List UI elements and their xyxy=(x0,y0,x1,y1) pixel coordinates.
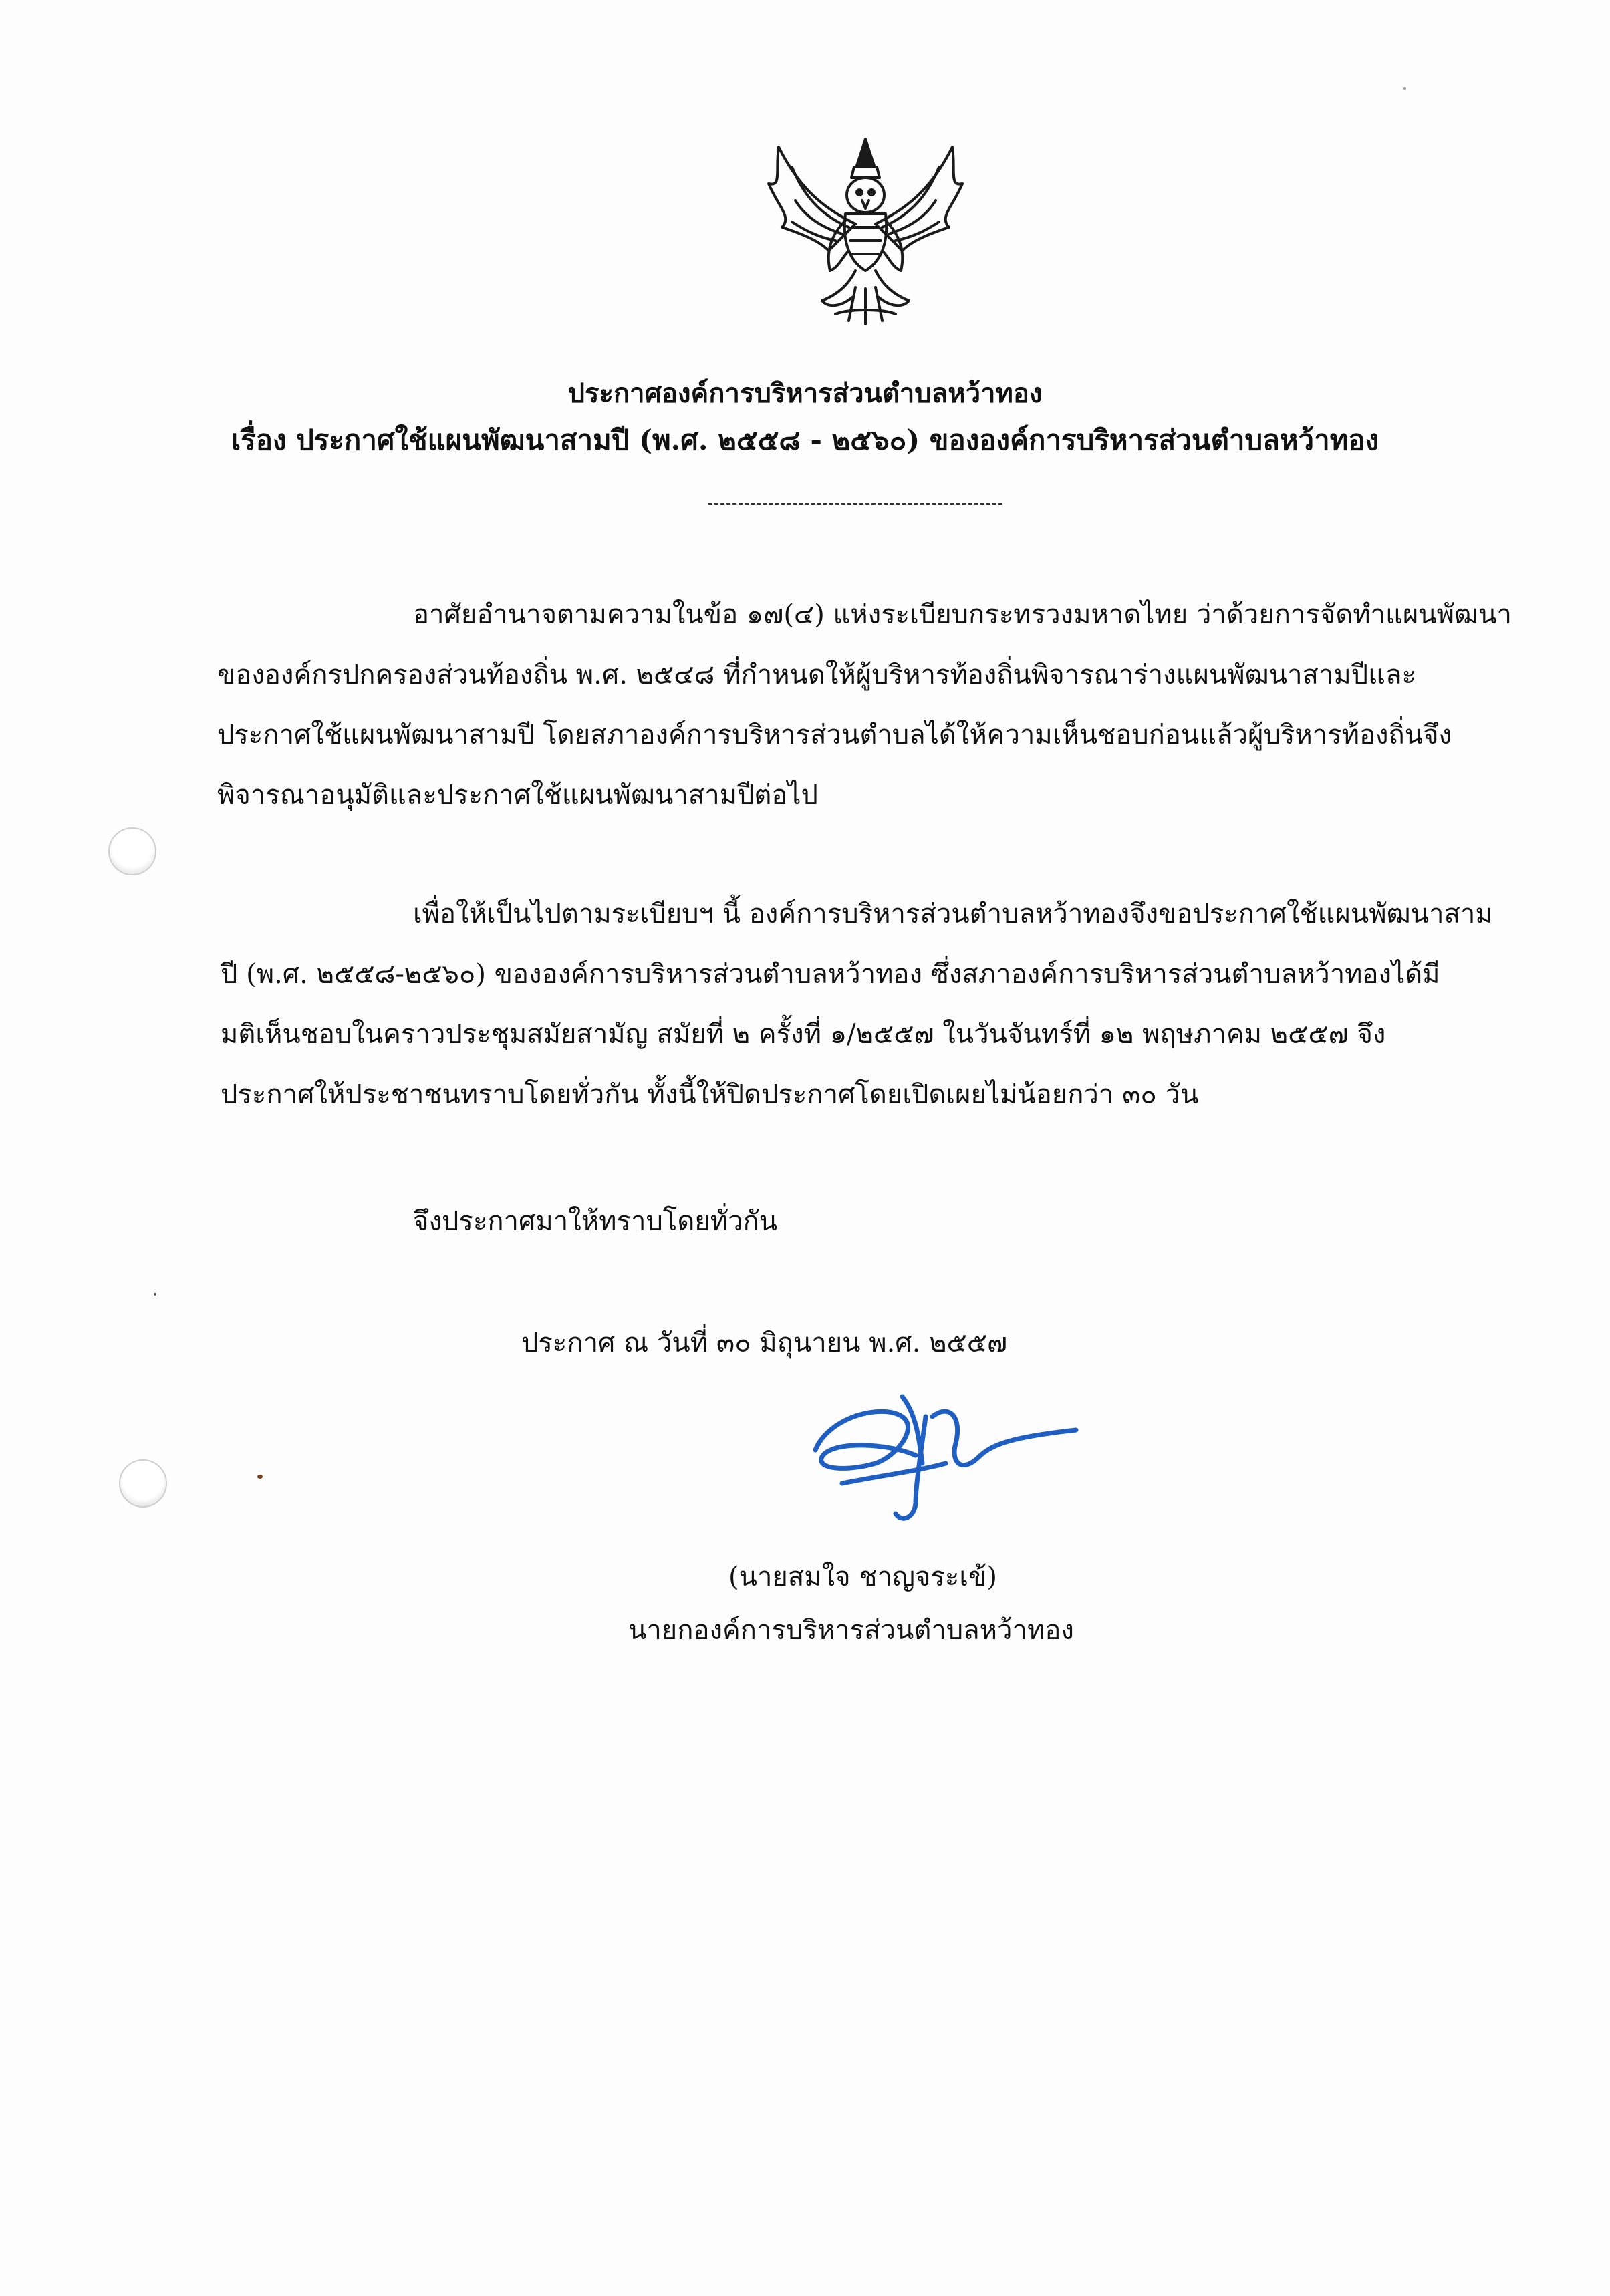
paragraph-line: ปี (พ.ศ. ๒๕๕๘-๒๕๖๐) ขององค์การบริหารส่วนตำบลหว้าทอง ซึ่งสภาองค์การบริหารส่วนตำบลหว้าทองได้มี xyxy=(221,959,1440,990)
signer-position: นายกองค์การบริหารส่วนตำบลหว้าทอง xyxy=(628,1615,1074,1646)
announcement-title: ประกาศองค์การบริหารส่วนตำบลหว้าทอง xyxy=(567,378,1043,409)
scan-speck xyxy=(257,1475,263,1479)
handwritten-signature xyxy=(802,1377,1089,1530)
title-divider xyxy=(708,503,1002,505)
scan-speck xyxy=(1403,87,1406,90)
closing-statement: จึงประกาศมาให้ทราบโดยทั่วกัน xyxy=(413,1206,778,1237)
signer-name: (นายสมใจ ชาญจระเข้) xyxy=(728,1562,998,1592)
paragraph-line: อาศัยอำนาจตามความในข้อ ๑๗(๔) แห่งระเบียบกระทรวงมหาดไทย ว่าด้วยการจัดทำแผนพัฒนา xyxy=(413,599,1512,630)
scan-speck xyxy=(154,1293,156,1296)
paragraph-line: มติเห็นชอบในคราวประชุมสมัยสามัญ สมัยที่ ๒ ครั้งที่ ๑/๒๕๕๗ ในวันจันทร์ที่ ๑๒ พฤษภาคม ๒๕๕๗ จึง xyxy=(221,1019,1386,1050)
announcement-subject: เรื่อง ประกาศใช้แผนพัฒนาสามปี (พ.ศ. ๒๕๕๘ - ๒๕๖๐) ขององค์การบริหารส่วนตำบลหว้าทอง xyxy=(231,424,1379,456)
garuda-emblem-icon xyxy=(755,134,976,327)
punch-hole-bottom xyxy=(119,1459,167,1508)
paragraph-line: พิจารณาอนุมัติและประกาศใช้แผนพัฒนาสามปีต่อไป xyxy=(217,780,818,811)
announcement-date: ประกาศ ณ วันที่ ๓๐ มิถุนายน พ.ศ. ๒๕๕๗ xyxy=(521,1328,1008,1358)
paragraph-line: เพื่อให้เป็นไปตามระเบียบฯ นี้ องค์การบริหารส่วนตำบลหว้าทองจึงขอประกาศใช้แผนพัฒนาสาม xyxy=(413,899,1493,929)
paragraph-line: ขององค์กรปกครองส่วนท้องถิ่น พ.ศ. ๒๕๔๘ ที่กำหนดให้ผู้บริหารท้องถิ่นพิจารณาร่างแผนพัฒนาสามปีและ xyxy=(217,660,1416,690)
paragraph-line: ประกาศให้ประชาชนทราบโดยทั่วกัน ทั้งนี้ให้ปิดประกาศโดยเปิดเผยไม่น้อยกว่า ๓๐ วัน xyxy=(221,1079,1199,1110)
paragraph-line: ประกาศใช้แผนพัฒนาสามปี โดยสภาองค์การบริหารส่วนตำบลได้ให้ความเห็นชอบก่อนแล้วผู้บริหารท้องถิ่นจึง xyxy=(217,720,1452,750)
punch-hole-top xyxy=(108,827,156,875)
